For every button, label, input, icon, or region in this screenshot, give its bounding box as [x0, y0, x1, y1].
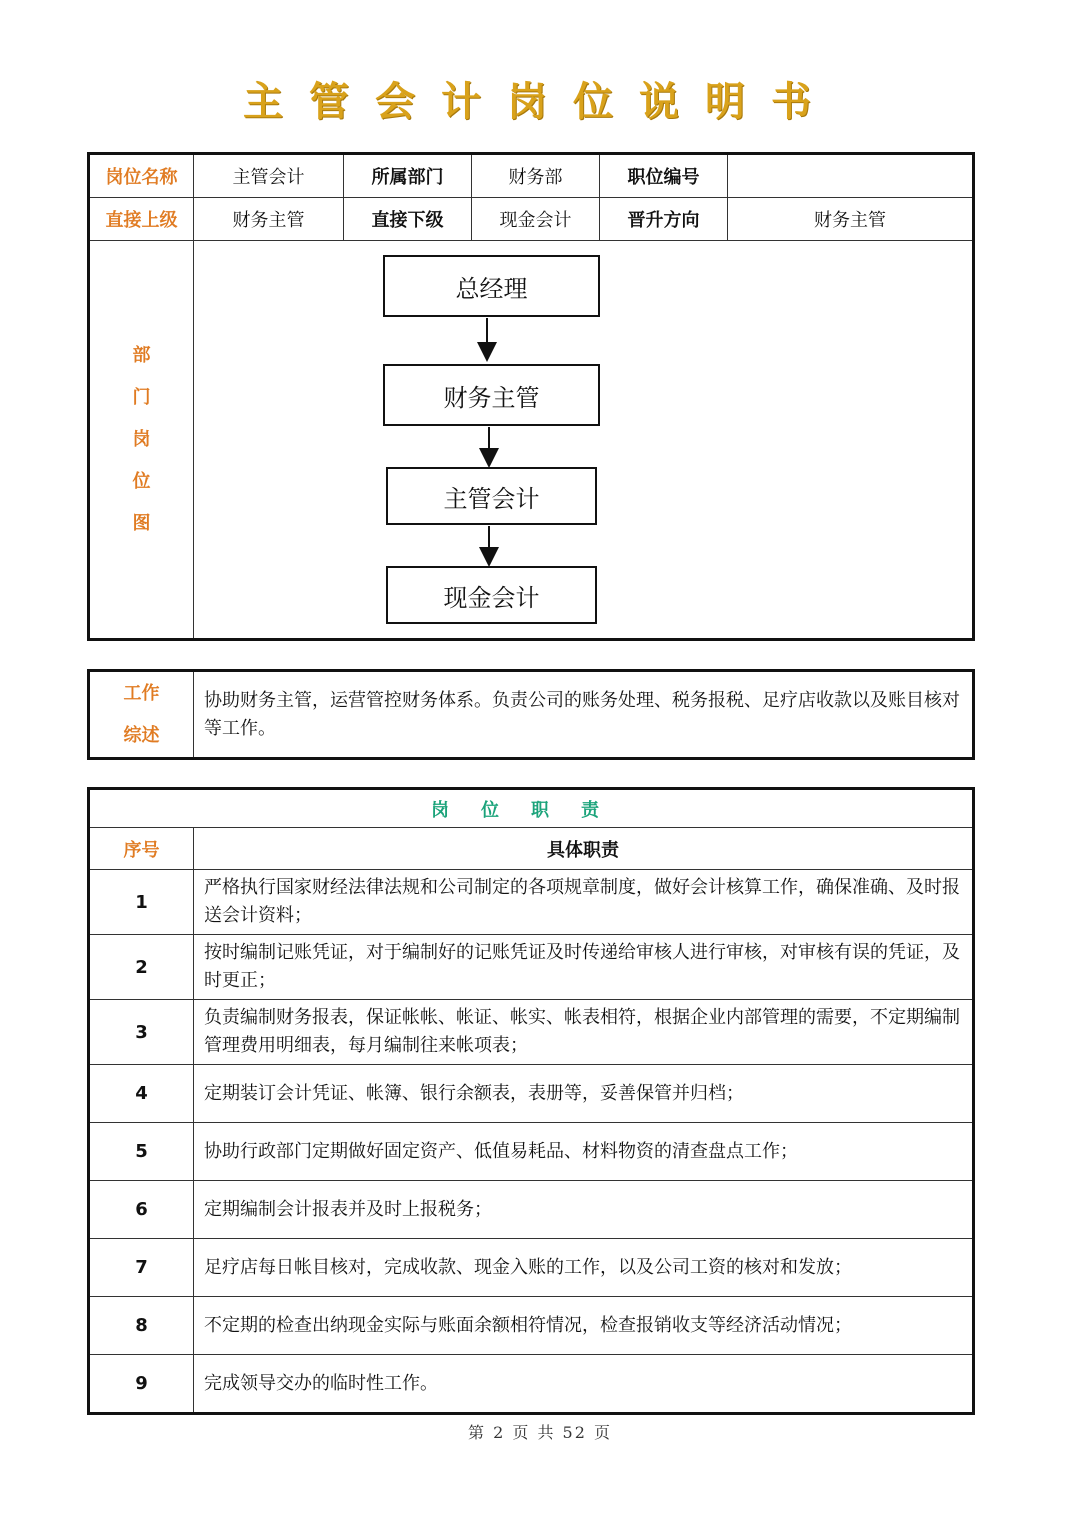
value-department: 财务部	[472, 155, 600, 198]
duty-no: 6	[90, 1181, 194, 1239]
duty-text: 足疗店每日帐目核对，完成收款、现金入账的工作，以及公司工资的核对和发放；	[194, 1239, 973, 1297]
col-header-duty: 具体职责	[194, 828, 973, 870]
value-direct-subordinate: 现金会计	[472, 198, 600, 241]
duties-table	[89, 789, 973, 1413]
org-box-chief-accountant: 主管会计	[386, 467, 597, 525]
duty-text: 完成领导交办的临时性工作。	[194, 1355, 973, 1413]
label-promotion: 晋升方向	[600, 198, 728, 241]
duty-no: 9	[90, 1355, 194, 1413]
label-direct-superior: 直接上级	[90, 198, 194, 241]
label-position-name: 岗位名称	[90, 155, 194, 198]
duty-no: 1	[90, 870, 194, 935]
duty-no: 4	[90, 1065, 194, 1123]
summary-label: 工作 综述	[90, 672, 194, 758]
duty-no: 8	[90, 1297, 194, 1355]
org-label-char: 图	[132, 512, 151, 534]
label-department: 所属部门	[344, 155, 472, 198]
page-footer: 第 2 页 共 52 页	[468, 1423, 612, 1442]
duty-text: 协助行政部门定期做好固定资产、低值易耗品、材料物资的清查盘点工作；	[194, 1123, 973, 1181]
col-header-no: 序号	[90, 828, 194, 870]
duty-text: 不定期的检查出纳现金实际与账面余额相符情况，检查报销收支等经济活动情况；	[194, 1297, 973, 1355]
label-direct-subordinate: 直接下级	[344, 198, 472, 241]
org-box-finance-supervisor: 财务主管	[383, 364, 600, 426]
org-box-general-manager: 总经理	[383, 255, 600, 317]
duty-text: 定期装订会计凭证、帐簿、银行余额表，表册等，妥善保管并归档；	[194, 1065, 973, 1123]
duty-no: 7	[90, 1239, 194, 1297]
org-label-char: 门	[132, 386, 151, 408]
duty-no: 2	[90, 935, 194, 1000]
org-label-char: 部	[132, 344, 151, 366]
duty-text: 严格执行国家财经法律法规和公司制定的各项规章制度，做好会计核算工作，确保准确、及时报送会计资料；	[194, 870, 973, 935]
label-position-code: 职位编号	[600, 155, 728, 198]
duty-text: 定期编制会计报表并及时上报税务；	[194, 1181, 973, 1239]
duties-heading: 岗位职责	[90, 790, 973, 828]
org-label-char: 岗	[132, 428, 151, 450]
value-promotion: 财务主管	[728, 198, 973, 241]
summary-text: 协助财务主管，运营管控财务体系。负责公司的账务处理、税务报税、足疗店收款以及账目核对等工作。	[194, 672, 973, 758]
value-direct-superior: 财务主管	[194, 198, 344, 241]
duty-text: 按时编制记账凭证，对于编制好的记账凭证及时传递给审核人进行审核，对审核有误的凭证，及时更正；	[194, 935, 973, 1000]
org-box-cashier: 现金会计	[386, 566, 597, 624]
duty-text: 负责编制财务报表，保证帐帐、帐证、帐实、帐表相符，根据企业内部管理的需要，不定期编制管理费用明细表，每月编制往来帐项表；	[194, 1000, 973, 1065]
document-title: 主管会计岗位说明书	[243, 79, 837, 125]
duty-no: 3	[90, 1000, 194, 1065]
org-label-char: 位	[132, 470, 151, 492]
duty-no: 5	[90, 1123, 194, 1181]
job-summary-table	[89, 671, 973, 758]
value-position-name: 主管会计	[194, 155, 344, 198]
